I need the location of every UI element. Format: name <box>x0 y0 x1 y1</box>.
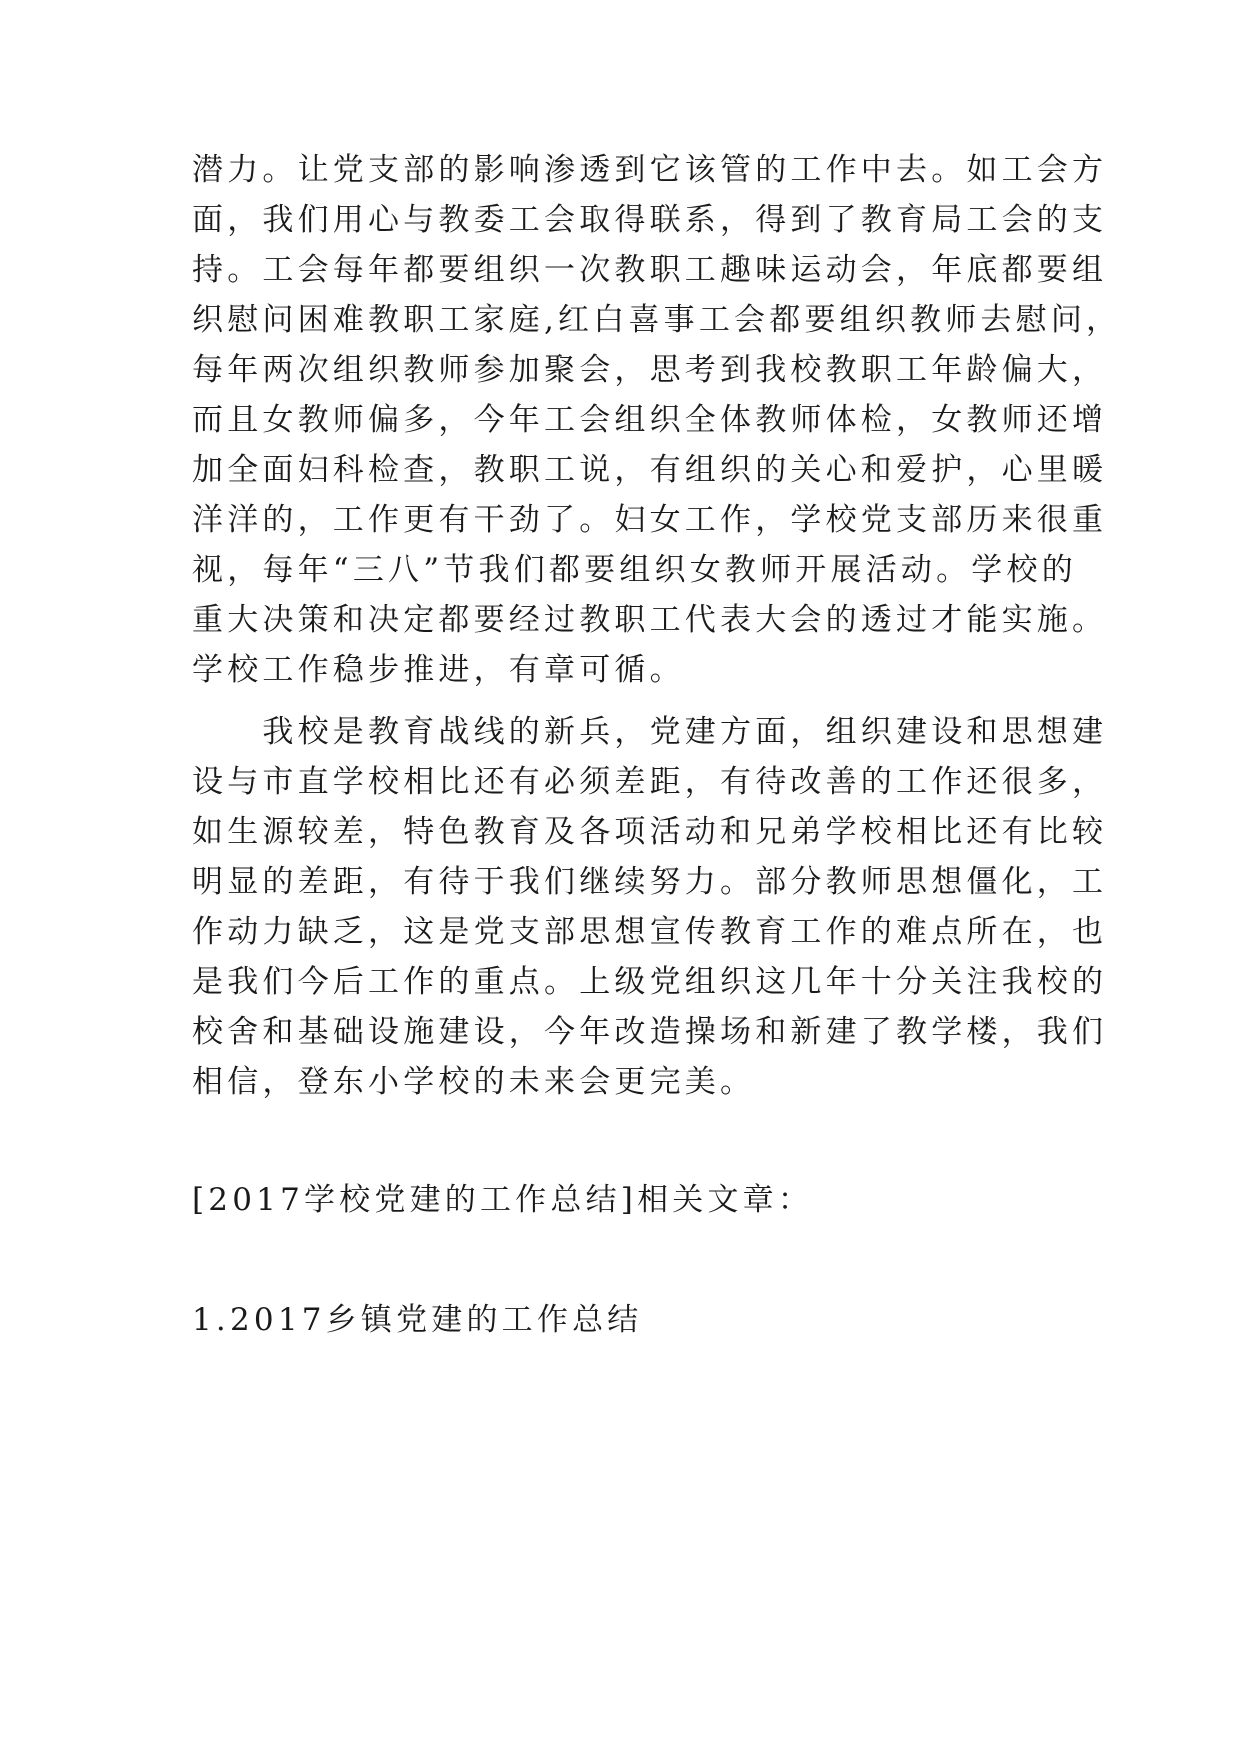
text-line: 重大决策和决定都要经过教职工代表大会的透过才能实施。 <box>192 602 1108 638</box>
text-line: 每年两次组织教师参加聚会，思考到我校教职工年龄偏大， <box>192 352 1108 388</box>
text-line: 学校工作稳步推进，有章可循。 <box>192 652 685 688</box>
text-line: 如生源较差，特色教育及各项活动和兄弟学校相比还有比较 <box>192 814 1108 850</box>
text-line: 持。工会每年都要组织一次教职工趣味运动会，年底都要组 <box>192 252 1108 288</box>
text-line: 面，我们用心与教委工会取得联系，得到了教育局工会的支 <box>192 202 1108 238</box>
text-line: 加全面妇科检查，教职工说，有组织的关心和爱护，心里暖 <box>192 452 1108 488</box>
text-line: 而且女教师偏多，今年工会组织全体教师体检，女教师还增 <box>192 402 1108 438</box>
related-articles-heading: [2017学校党建的工作总结]相关文章： <box>192 1182 814 1218</box>
text-line: 明显的差距，有待于我们继续努力。部分教师思想僵化，工 <box>192 864 1108 900</box>
text-line: 作动力缺乏，这是党支部思想宣传教育工作的难点所在，也 <box>192 914 1108 950</box>
text-line: 校舍和基础设施建设，今年改造操场和新建了教学楼，我们 <box>192 1014 1108 1050</box>
related-article-link[interactable]: 1.2017乡镇党建的工作总结 <box>192 1302 643 1338</box>
text-line: 设与市直学校相比还有必须差距，有待改善的工作还很多， <box>192 764 1108 800</box>
text-line: 洋洋的，工作更有干劲了。妇女工作，学校党支部历来很重 <box>192 502 1108 538</box>
text-line: 我校是教育战线的新兵，党建方面，组织建设和思想建 <box>192 714 1108 750</box>
text-line: 织慰问困难教职工家庭,红白喜事工会都要组织教师去慰问， <box>192 302 1122 338</box>
text-line: 视，每年“三八”节我们都要组织女教师开展活动。学校的 <box>192 552 1077 588</box>
text-line: 是我们今后工作的重点。上级党组织这几年十分关注我校的 <box>192 964 1108 1000</box>
text-line: 相信，登东小学校的未来会更完美。 <box>192 1064 756 1100</box>
text-line: 潜力。让党支部的影响渗透到它该管的工作中去。如工会方 <box>192 152 1108 188</box>
